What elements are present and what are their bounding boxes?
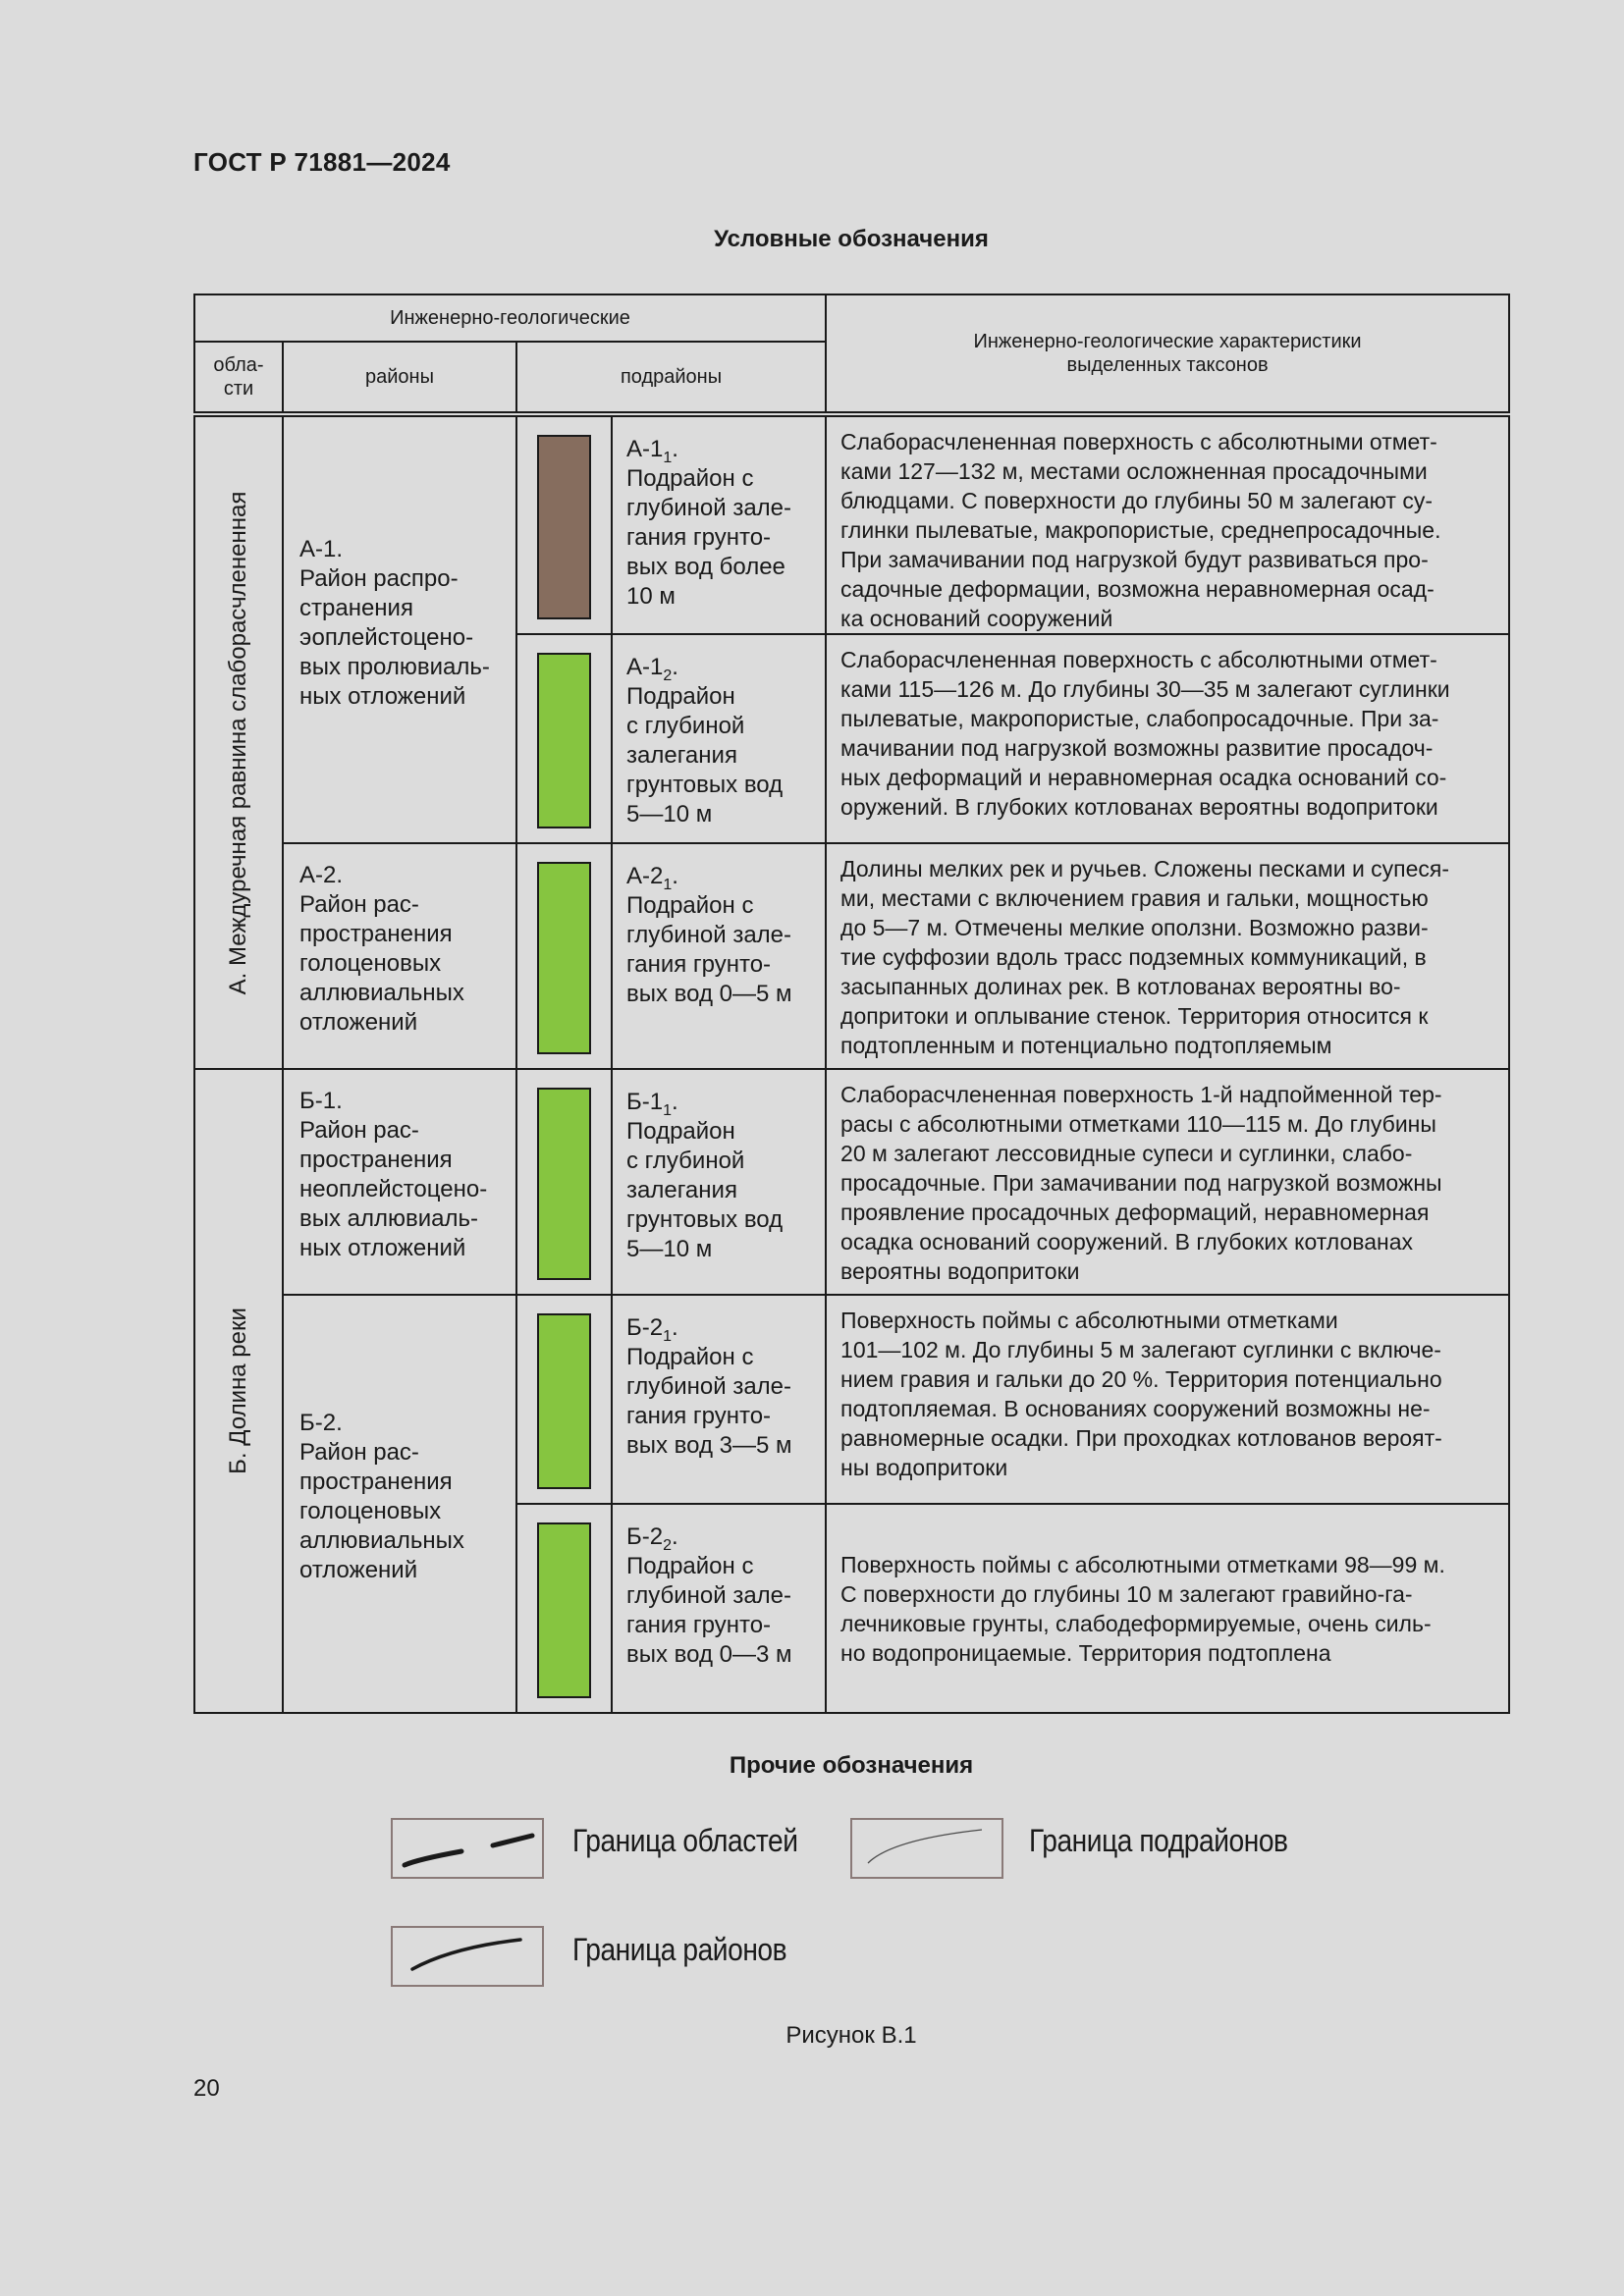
regions-boundary-label: Граница областей — [572, 1823, 798, 1858]
subdistrict-code: Б-2 — [626, 1523, 664, 1550]
color-swatch — [537, 862, 591, 1054]
figure-caption: Рисунок В.1 — [785, 2022, 917, 2049]
subdistrict-index: 1 — [663, 449, 673, 466]
swatch-cell — [516, 1069, 612, 1295]
subdistricts-boundary-line-icon — [852, 1820, 1001, 1877]
characteristic-text: Поверхность поймы с абсолютными отметками 101—102 м. До глубины 5 м залегают суглинки с включе- нием гравия и гальки до 20 %. Территория потенциально подтопляемая. В основаниях сооружений возможны не- равномерные осадки. При проходках котлованов вероят- ны водопритоки — [826, 1295, 1509, 1504]
subdistricts-boundary-symbol — [850, 1818, 1003, 1879]
district-text: А-2. Район рас- пространения голоценовых аллювиальных отложений — [299, 862, 464, 1036]
subdistrict-code: А-1 — [626, 654, 664, 680]
districts-boundary-symbol — [391, 1926, 544, 1987]
district-text: Б-2. Район рас- пространения голоценовых аллювиальных отложений — [299, 1410, 464, 1583]
region-label: Б. Долина реки — [225, 1308, 251, 1474]
other-symbols-title: Прочие обозначения — [729, 1752, 974, 1779]
subdistrict-text: Подрайон с глубиной зале- гания грунто- вых вод 0—3 м — [626, 1553, 792, 1668]
district-text: Б-1. Район рас- пространения неоплейстоцено- вых аллювиаль- ных отложений — [299, 1088, 488, 1261]
regions-boundary-symbol — [391, 1818, 544, 1879]
table-row — [194, 1069, 1509, 1295]
characteristic-text: Долины мелких рек и ручьев. Сложены песками и супеся- ми, местами с включением гравия и гальки, мощностью до 5—7 м. Отмечены мелкие оползни. Возможно разви- тие суффозии вдоль трасс подземных коммуникаций, в засыпанных долинах рек. В котлованах вероятны во- допритоки и оплывание стенок. Территория относится к подтопленным и потенциально подтопляемым — [826, 843, 1509, 1069]
subdistrict-code: Б-1 — [626, 1089, 664, 1115]
legend-table — [193, 294, 1510, 1714]
subdistricts-boundary-label: Граница подрайонов — [1029, 1823, 1288, 1858]
district-text: А-1. Район распро- странения эоплейстоцено- вых пролювиаль- ных отложений — [299, 535, 490, 710]
swatch-cell — [516, 634, 612, 843]
region-cell-b — [194, 1069, 283, 1713]
swatch-cell — [516, 1295, 612, 1504]
subdistrict-index: 1 — [663, 1327, 672, 1345]
subdistrict-index: 1 — [663, 1101, 672, 1119]
region-label: А. Междуречная равнина слаборасчлененная — [225, 491, 251, 994]
subdistrict-cell: $А-2_1$. Подрайон с глубиной зале- гания грунто- вых вод 0—5 м — [612, 843, 826, 1069]
district-cell — [283, 1069, 516, 1295]
table-row — [194, 414, 1509, 634]
table-row — [194, 1295, 1509, 1504]
characteristic-text: Слаборасчлененная поверхность с абсолютными отмет- ками 115—126 м. До глубины 30—35 м залегают суглинки пылеватые, макропористые, слабопросадочные. При за- мачивании под нагрузкой возможны развитие просадоч- ных деформаций и неравномерная осадка оснований со- оружений. В глубоких котлованах вероятны водопритоки — [826, 634, 1509, 843]
subdistrict-text: Подрайон с глубиной залегания грунтовых вод 5—10 м — [626, 1118, 784, 1262]
swatch-cell — [516, 414, 612, 634]
subdistrict-cell: $Б-1_1$. Подрайон с глубиной залегания грунтовых вод 5—10 м — [612, 1069, 826, 1295]
subdistrict-index: 1 — [663, 876, 673, 893]
header-regions: обла- сти — [194, 342, 283, 414]
color-swatch — [537, 435, 591, 619]
subdistrict-cell: $Б-2_1$. Подрайон с глубиной зале- гания грунто- вых вод 3—5 м — [612, 1295, 826, 1504]
color-swatch — [537, 1522, 591, 1698]
header-characteristics: Инженерно-геологические характеристики выделенных таксонов — [826, 294, 1509, 414]
table-row — [194, 843, 1509, 1069]
color-swatch — [537, 653, 591, 828]
swatch-cell — [516, 1504, 612, 1713]
subdistrict-text: Подрайон с глубиной залегания грунтовых вод 5—10 м — [626, 683, 784, 828]
characteristic-text: Слаборасчлененная поверхность 1-й надпойменной тер- расы с абсолютными отметками 110—115 м. До глубины 20 м залегают лессовидные супеси и суглинки, слабо- просадочные. При замачивании под нагрузкой возможны проявление просадочных деформаций, неравномерная осадка оснований сооружений. В глубоких котлованах вероятны водопритоки — [826, 1069, 1509, 1295]
swatch-cell — [516, 843, 612, 1069]
subdistrict-text: Подрайон с глубиной зале- гания грунто- вых вод 0—5 м — [626, 892, 792, 1007]
district-cell — [283, 1295, 516, 1713]
color-swatch — [537, 1313, 591, 1489]
header-group: Инженерно-геологические — [194, 294, 826, 342]
subdistrict-code: Б-2 — [626, 1314, 664, 1341]
header-districts: районы — [283, 342, 516, 414]
subdistrict-cell: $А-1_1$. Подрайон с глубиной зале- гания грунто- вых вод более 10 м — [612, 414, 826, 634]
subdistrict-text: Подрайон с глубиной зале- гания грунто- вых вод более 10 м — [626, 465, 792, 610]
legend-title: Условные обозначения — [714, 226, 989, 252]
regions-boundary-line-icon — [393, 1820, 542, 1877]
subdistrict-cell: $Б-2_2$. Подрайон с глубиной зале- гания грунто- вых вод 0—3 м — [612, 1504, 826, 1713]
subdistrict-text: Подрайон с глубиной зале- гания грунто- вых вод 3—5 м — [626, 1344, 792, 1459]
district-cell — [283, 843, 516, 1069]
color-swatch — [537, 1088, 591, 1280]
subdistrict-cell: $А-1_2$. Подрайон с глубиной залегания грунтовых вод 5—10 м — [612, 634, 826, 843]
document-code: ГОСТ Р 71881—2024 — [193, 147, 451, 177]
characteristic-text: Поверхность поймы с абсолютными отметками 98—99 м. С поверхности до глубины 10 м залегают гравийно-га- лечниковые грунты, слабодеформируемые, очень силь- но водопроницаемые. Территория подтоплена — [826, 1504, 1509, 1713]
characteristic-text: Слаборасчлененная поверхность с абсолютными отмет- ками 127—132 м, местами осложненная просадочными блюдцами. С поверхности до глубины 50 м залегают су- глинки пылеватые, макропористые, среднепросадочные. При замачивании под нагрузкой будут развиваться про- садочные деформации, возможна неравномерная осад- ка оснований сооружений — [826, 414, 1509, 634]
page-number: 20 — [193, 2075, 220, 2102]
subdistrict-index: 2 — [663, 667, 673, 684]
region-cell-a — [194, 414, 283, 1069]
subdistrict-code: А-2 — [626, 863, 664, 889]
header-subdistricts: подрайоны — [516, 342, 826, 414]
districts-boundary-label: Граница районов — [572, 1932, 787, 1967]
district-cell — [283, 414, 516, 843]
subdistrict-code: А-1 — [626, 436, 664, 462]
subdistrict-index: 2 — [663, 1536, 672, 1554]
districts-boundary-line-icon — [393, 1928, 542, 1985]
